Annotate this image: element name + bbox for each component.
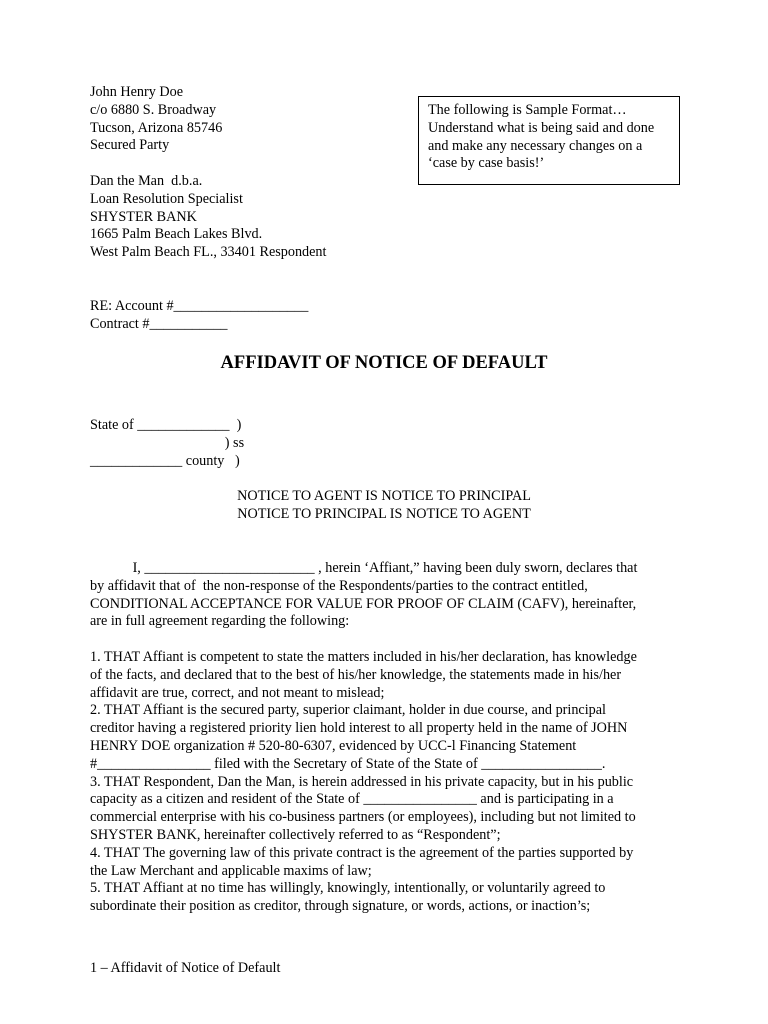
body-line <box>90 631 690 649</box>
body-line: 5. THAT Affiant at no time has willingly, knowingly, intentionally, or voluntarily agreed to <box>90 880 606 897</box>
document-title: AFFIDAVIT OF NOTICE OF DEFAULT <box>220 353 548 373</box>
body-line: I, ________________________ , herein ‘Affiant,” having been duly sworn, declares that <box>90 560 638 576</box>
agency-notice-line-1: NOTICE TO AGENT IS NOTICE TO PRINCIPAL <box>237 488 531 504</box>
body-line: 2. THAT Affiant is the secured party, superior claimant, holder in due course, and principal <box>90 702 606 719</box>
body-line: SHYSTER BANK, hereinafter collectively referred to as “Respondent”; <box>90 826 501 843</box>
reference-block <box>90 298 308 334</box>
body-line: 1. THAT Affiant is competent to state the matters included in his/her declaration, has knowledge <box>90 648 637 665</box>
body-line: affidavit are true, correct, and not meant to mislead; <box>90 684 385 701</box>
page-footer: 1 – Affidavit of Notice of Default <box>90 960 281 976</box>
respondent-line: 1665 Palm Beach Lakes Blvd. <box>90 226 263 243</box>
venue-block <box>90 417 244 470</box>
body-line: HENRY DOE organization # 520-80-6307, evidenced by UCC-l Financing Statement <box>90 737 577 754</box>
sample-format-notice-box <box>418 96 680 185</box>
body-line: #________________ filed with the Secretary of State of the State of _________________. <box>90 755 606 772</box>
sender-line: John Henry Doe <box>90 84 183 100</box>
notice-line: and make any necessary changes on a <box>428 137 643 154</box>
account-reference: RE: Account #___________________ <box>90 298 309 314</box>
respondent-address <box>90 173 326 262</box>
agency-notice-line-2: NOTICE TO PRINCIPAL IS NOTICE TO AGENT <box>237 506 531 522</box>
body-line: by affidavit that of the non-response of the Respondents/parties to the contract entitled, <box>90 577 588 594</box>
notice-line: ‘case by case basis!’ <box>428 155 545 172</box>
body-line: commercial enterprise with his co-business partners (or employees), including but not limited to <box>90 809 636 826</box>
notice-line: The following is Sample Format… <box>428 102 627 118</box>
venue-state: State of _____________ ) <box>90 417 242 433</box>
body-line: 4. THAT The governing law of this private contract is the agreement of the parties supported by <box>90 844 634 861</box>
body-line: CONDITIONAL ACCEPTANCE FOR VALUE FOR PROOF OF CLAIM (CAFV), hereinafter, <box>90 595 637 612</box>
respondent-line: West Palm Beach FL., 33401 Respondent <box>90 244 327 261</box>
body-line: 3. THAT Respondent, Dan the Man, is herein addressed in his private capacity, but in his public <box>90 773 634 790</box>
sender-line: c/o 6880 S. Broadway <box>90 101 217 118</box>
respondent-line: Loan Resolution Specialist <box>90 190 243 207</box>
notice-line: Understand what is being said and done <box>428 119 655 136</box>
body-line: creditor having a registered priority lien hold interest to all property held in the name of JOHN <box>90 720 628 737</box>
body-line: capacity as a citizen and resident of the State of ________________ and is participating in a <box>90 791 614 808</box>
affidavit-body <box>90 560 690 916</box>
sender-line: Secured Party <box>90 137 170 154</box>
body-line: are in full agreement regarding the following: <box>90 613 350 630</box>
venue-county: _____________ county ) <box>90 452 240 469</box>
sender-address <box>90 84 222 155</box>
body-line: subordinate their position as creditor, through signature, or words, actions, or inaction’s; <box>90 898 591 915</box>
venue-ss: ) ss <box>90 434 245 451</box>
contract-reference: Contract #___________ <box>90 315 228 332</box>
respondent-line: Dan the Man d.b.a. <box>90 173 203 189</box>
respondent-line: SHYSTER BANK <box>90 208 197 225</box>
sender-line: Tucson, Arizona 85746 <box>90 119 223 136</box>
body-line: the Law Merchant and applicable maxims of law; <box>90 862 372 879</box>
body-line: of the facts, and declared that to the best of his/her knowledge, the statements made in his/her <box>90 666 622 683</box>
